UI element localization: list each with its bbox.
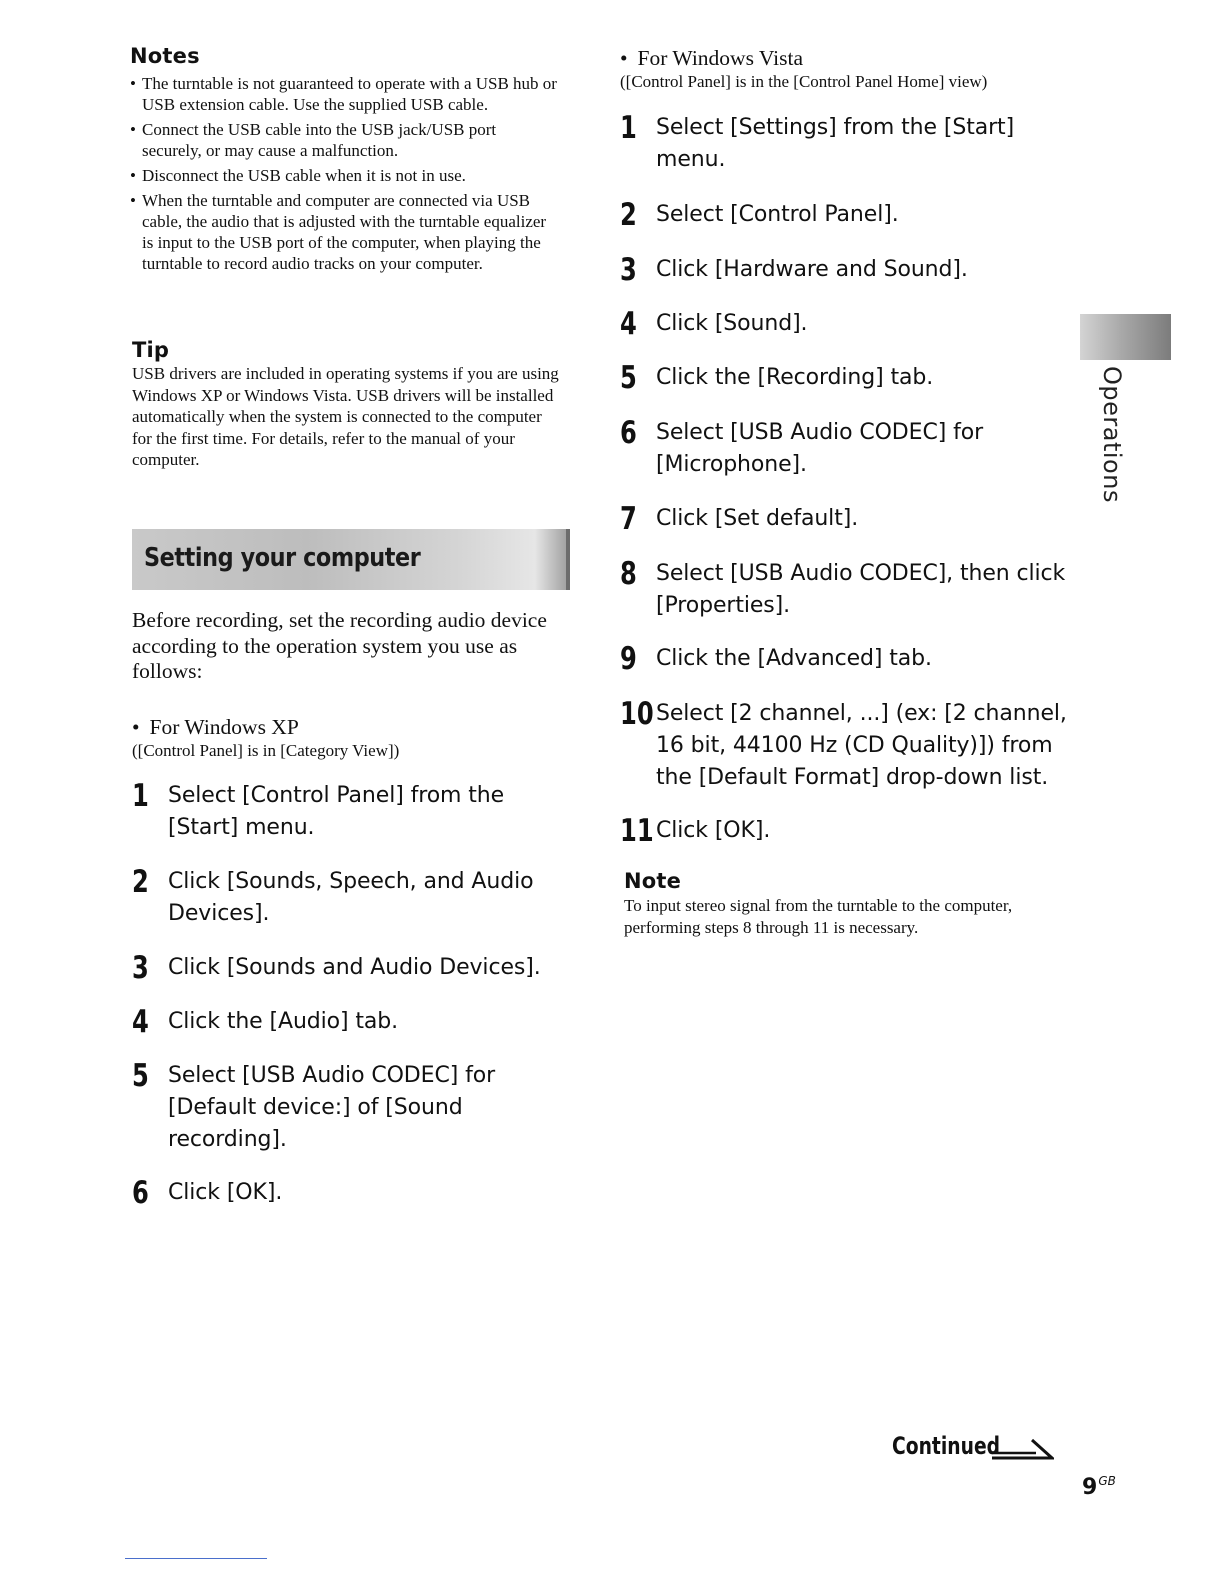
step-text: Select [Settings] from the [Start] menu. [656, 115, 1015, 172]
step-item [620, 698, 1086, 794]
page-number-value: 9 [1082, 1475, 1098, 1500]
notes-list [130, 73, 560, 278]
step-text: Select [USB Audio CODEC], then click [Properties]. [656, 561, 1066, 618]
step-text: Select [USB Audio CODEC] for [Default device:] of [Sound recording]. [168, 1063, 496, 1152]
step-text: Click [Sound]. [656, 311, 808, 336]
left-column [130, 0, 570, 1584]
footer-rule [125, 1558, 267, 1559]
step-item [132, 952, 578, 984]
step-number: 10 [620, 696, 654, 732]
page-number [1082, 1474, 1116, 1500]
step-item [620, 112, 1036, 176]
step-item [620, 308, 1076, 340]
step-text: Select [USB Audio CODEC] for [Microphone]. [656, 420, 984, 477]
vista-header [620, 45, 1070, 93]
step-number: 7 [620, 501, 637, 537]
step-text: Click [Hardware and Sound]. [656, 257, 968, 282]
step-text: Select [2 channel, ...] (ex: [2 channel, 16 bit, 44100 Hz (CD Quality)]) from the [Default Format] drop-down list. [656, 701, 1067, 790]
notes-item: • The turntable is not guaranteed to operate with a USB hub or USB extension cable. Use the supplied USB cable. [130, 73, 560, 115]
step-text: Click the [Audio] tab. [168, 1009, 399, 1034]
section-banner [132, 529, 570, 590]
step-number: 2 [620, 197, 637, 233]
notes-item: • Disconnect the USB cable when it is not in use. [130, 165, 560, 186]
step-text: Select [Control Panel]. [656, 202, 899, 227]
section-title: Setting your computer [144, 543, 421, 573]
step-text: Click [Sounds and Audio Devices]. [168, 955, 541, 980]
vista-label: For Windows Vista [637, 46, 804, 70]
step-item [620, 558, 1096, 622]
xp-note: ([Control Panel] is in [Category View]) [132, 741, 400, 760]
right-column [620, 0, 1070, 1584]
step-item [620, 503, 1076, 535]
step-item [620, 254, 1076, 286]
section-tab-label: Operations [1098, 366, 1126, 503]
xp-label: For Windows XP [149, 715, 299, 739]
step-item [132, 1060, 508, 1156]
note-heading: Note [624, 869, 682, 893]
tip-text: USB drivers are included in operating systems if you are using Windows XP or Windows Vista. USB drivers will be installed automatically when the system is connected to the computer for the first time. For details, refer to the manual of your computer. [132, 364, 559, 469]
step-number: 1 [132, 778, 149, 814]
step-number: 3 [620, 252, 637, 288]
step-item [620, 815, 1076, 847]
step-text: Click the [Advanced] tab. [656, 646, 932, 671]
xp-header [132, 714, 572, 762]
notes-item: • When the turntable and computer are connected via USB cable, the audio that is adjusted with the turntable equalizer is input to the USB port of the computer, when playing the turntable to record audio tracks on your computer. [130, 190, 560, 274]
step-item [620, 362, 1076, 394]
step-text: Click the [Recording] tab. [656, 365, 934, 390]
step-number: 2 [132, 864, 149, 900]
step-item [132, 1177, 578, 1209]
step-number: 9 [620, 641, 637, 677]
notes-heading: Notes [130, 44, 200, 68]
step-number: 8 [620, 556, 637, 592]
step-text: Click [Sounds, Speech, and Audio Devices]. [168, 869, 534, 926]
step-number: 1 [620, 110, 637, 146]
step-text: Click [OK]. [656, 818, 771, 843]
step-text: Select [Control Panel] from the [Start] menu. [168, 783, 505, 840]
step-number: 5 [132, 1058, 149, 1094]
step-item [132, 866, 548, 930]
vista-note: ([Control Panel] is in the [Control Panel Home] view) [620, 72, 988, 91]
continued-label: Continued [892, 1432, 1001, 1460]
step-number: 6 [132, 1175, 149, 1211]
step-number: 4 [132, 1004, 149, 1040]
bullet-icon: • [132, 715, 140, 739]
note-text: To input stereo signal from the turntable to the computer, performing steps 8 through 11 is necessary. [624, 896, 1013, 937]
step-number: 5 [620, 360, 637, 396]
step-item [620, 643, 1076, 675]
bullet-icon: • [620, 46, 628, 70]
section-tab-marker [1080, 314, 1171, 360]
step-item [132, 1006, 578, 1038]
step-number: 3 [132, 950, 149, 986]
step-text: Click [Set default]. [656, 506, 859, 531]
step-number: 6 [620, 415, 637, 451]
tip-heading: Tip [132, 338, 170, 362]
page-number-suffix: GB [1098, 1474, 1116, 1488]
step-number: 4 [620, 306, 637, 342]
section-intro: Before recording, set the recording audio device according to the operation system you use as follows: [132, 608, 547, 683]
step-number: 11 [620, 813, 654, 849]
step-text: Click [OK]. [168, 1180, 283, 1205]
step-item [132, 780, 578, 844]
step-item [620, 417, 1016, 481]
step-item [620, 199, 1076, 231]
continued-indicator [892, 1432, 1054, 1460]
notes-item: • Connect the USB cable into the USB jack/USB port securely, or may cause a malfunction. [130, 119, 560, 161]
